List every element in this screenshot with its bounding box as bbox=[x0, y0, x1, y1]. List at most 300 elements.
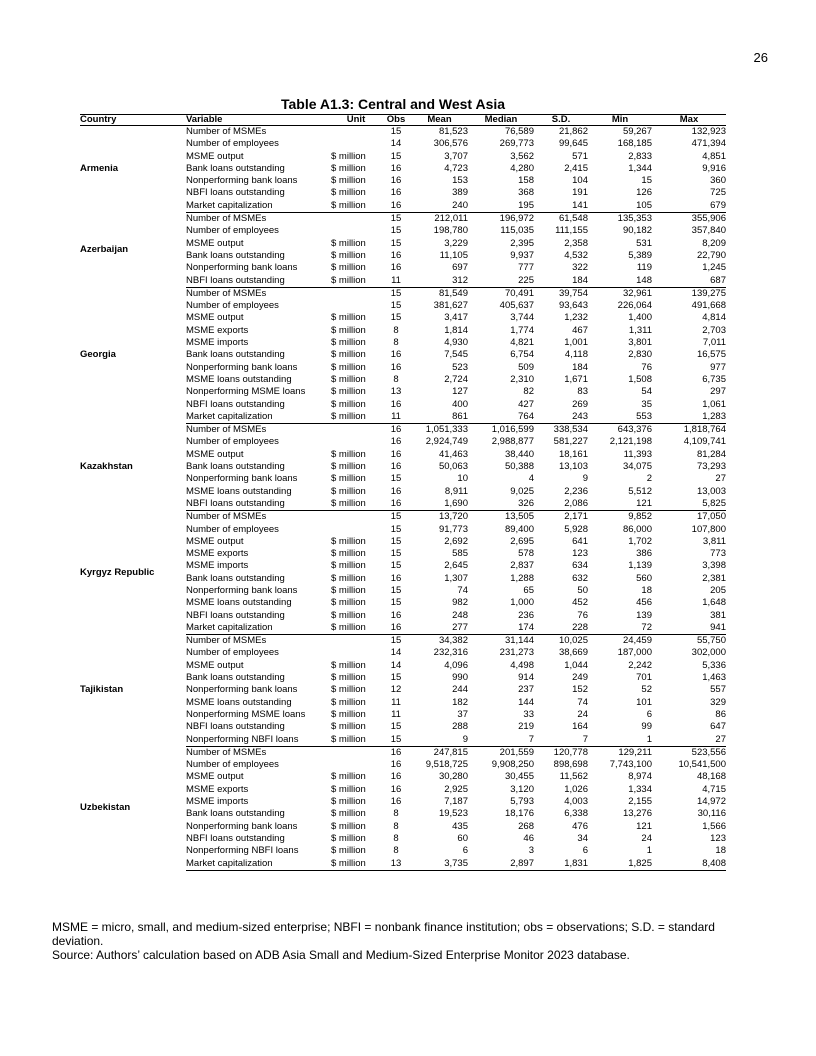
min-cell: 32,961 bbox=[622, 287, 652, 299]
sd-cell: 9 bbox=[582, 473, 588, 485]
min-cell: 86,000 bbox=[622, 523, 652, 535]
median-cell: 231,273 bbox=[499, 647, 534, 659]
min-cell: 1 bbox=[646, 845, 652, 857]
country-cell: Kazakhstan bbox=[80, 461, 133, 473]
max-cell: 9,916 bbox=[702, 162, 726, 174]
max-cell: 2,381 bbox=[702, 572, 726, 584]
mean-cell: 74 bbox=[457, 584, 468, 596]
mean-cell: 81,523 bbox=[438, 126, 468, 137]
max-cell: 8,209 bbox=[702, 237, 726, 249]
mean-cell: 1,690 bbox=[411, 498, 468, 511]
obs-cell: 8 bbox=[393, 324, 399, 336]
sd-cell: 123 bbox=[572, 548, 588, 560]
column-header-unit: Unit bbox=[331, 115, 381, 126]
sd-cell: 164 bbox=[572, 721, 588, 733]
mean-cell: 2,724 bbox=[444, 373, 468, 385]
median-cell: 18,176 bbox=[504, 808, 534, 820]
unit-cell: $ million bbox=[331, 175, 366, 187]
sd-cell: 269 bbox=[572, 398, 588, 410]
sd-cell: 476 bbox=[572, 820, 588, 832]
country-group-kyrgyz-republic bbox=[80, 511, 726, 635]
max-cell: 679 bbox=[652, 200, 726, 213]
mean-cell: 2,924,749 bbox=[425, 436, 468, 448]
min-cell: 90,182 bbox=[622, 225, 652, 237]
median-cell: 1,288 bbox=[510, 572, 534, 584]
obs-cell: 16 bbox=[390, 448, 402, 460]
obs-cell: 15 bbox=[390, 721, 402, 733]
obs-cell: 15 bbox=[390, 548, 402, 560]
sd-cell: 10,025 bbox=[558, 635, 588, 647]
mean-cell: 1,307 bbox=[444, 572, 468, 584]
mean-cell: 3,707 bbox=[444, 150, 468, 162]
mean-cell: 3,735 bbox=[411, 858, 468, 871]
max-cell: 381 bbox=[710, 609, 726, 621]
obs-cell: 16 bbox=[381, 498, 411, 511]
min-cell: 1,344 bbox=[628, 162, 652, 174]
unit-cell: $ million bbox=[331, 150, 366, 162]
max-cell: 329 bbox=[710, 696, 726, 708]
min-cell: 168,185 bbox=[617, 138, 652, 150]
median-cell: 225 bbox=[468, 275, 534, 288]
mean-cell: 697 bbox=[452, 262, 468, 274]
median-cell: 3 bbox=[528, 845, 534, 857]
mean-cell: 34,382 bbox=[438, 635, 468, 647]
unit-cell: $ million bbox=[331, 832, 366, 844]
sd-cell: 39,754 bbox=[558, 287, 588, 299]
median-cell: 237 bbox=[518, 684, 534, 696]
obs-cell: 16 bbox=[390, 572, 402, 584]
mean-cell: 37 bbox=[457, 708, 468, 720]
max-cell: 132,923 bbox=[691, 126, 726, 137]
median-cell: 9,937 bbox=[510, 249, 534, 261]
min-cell: 560 bbox=[636, 572, 652, 584]
sd-cell: 4,118 bbox=[564, 349, 588, 361]
variable-cell: Number of MSMEs bbox=[186, 287, 267, 299]
mean-cell: 8,911 bbox=[444, 485, 468, 497]
variable-cell: Bank loans outstanding bbox=[186, 808, 285, 820]
min-cell: 226,064 bbox=[617, 300, 652, 312]
min-cell: 72 bbox=[588, 622, 652, 635]
variable-cell: Nonperforming bank loans bbox=[186, 361, 298, 373]
sd-cell: 338,534 bbox=[553, 424, 588, 436]
mean-cell: 198,780 bbox=[433, 225, 468, 237]
min-cell: 1,825 bbox=[588, 858, 652, 871]
median-cell: 3,562 bbox=[510, 150, 534, 162]
min-cell: 3,801 bbox=[628, 337, 652, 349]
obs-cell: 15 bbox=[390, 225, 402, 237]
variable-cell: Nonperforming bank loans bbox=[186, 473, 298, 485]
median-cell: 2,897 bbox=[468, 858, 534, 871]
unit-cell: $ million bbox=[331, 200, 381, 213]
country-group-uzbekistan bbox=[80, 746, 726, 870]
min-cell: 129,211 bbox=[618, 746, 652, 758]
max-cell: 523,556 bbox=[691, 746, 726, 758]
median-cell: 70,491 bbox=[504, 287, 534, 299]
median-cell: 578 bbox=[518, 548, 534, 560]
obs-cell: 15 bbox=[390, 523, 402, 535]
unit-cell: $ million bbox=[331, 249, 366, 261]
obs-cell: 15 bbox=[390, 126, 402, 137]
variable-cell: Bank loans outstanding bbox=[186, 162, 285, 174]
median-cell: 38,440 bbox=[504, 448, 534, 460]
min-cell: 2,155 bbox=[628, 796, 652, 808]
median-cell: 405,637 bbox=[499, 300, 534, 312]
obs-cell: 15 bbox=[390, 560, 402, 572]
min-cell: 187,000 bbox=[617, 647, 652, 659]
variable-cell: Bank loans outstanding bbox=[186, 461, 285, 473]
sd-cell: 2,415 bbox=[564, 162, 588, 174]
unit-cell: $ million bbox=[331, 684, 366, 696]
obs-cell: 15 bbox=[390, 150, 402, 162]
min-cell: 8,974 bbox=[628, 771, 652, 783]
variable-cell: Number of employees bbox=[186, 759, 279, 771]
max-cell: 10,541,500 bbox=[678, 759, 726, 771]
median-cell: 9,025 bbox=[510, 485, 534, 497]
min-cell: 701 bbox=[636, 672, 652, 684]
sd-cell: 61,548 bbox=[558, 213, 588, 225]
obs-cell: 16 bbox=[390, 187, 402, 199]
max-cell: 73,293 bbox=[696, 461, 726, 473]
variable-cell: MSME output bbox=[186, 150, 244, 162]
column-header-min: Min bbox=[588, 115, 652, 126]
sd-cell: 641 bbox=[572, 535, 588, 547]
sd-cell: 7 bbox=[534, 734, 588, 747]
obs-cell: 8 bbox=[393, 845, 399, 857]
mean-cell: 4,096 bbox=[444, 659, 468, 671]
obs-cell: 16 bbox=[390, 746, 402, 758]
median-cell: 764 bbox=[468, 411, 534, 424]
table-row bbox=[80, 424, 726, 437]
median-cell: 326 bbox=[468, 498, 534, 511]
min-cell: 1 bbox=[588, 734, 652, 747]
country-cell: Kyrgyz Republic bbox=[80, 566, 155, 578]
unit-cell: $ million bbox=[331, 461, 366, 473]
variable-cell: Number of employees bbox=[186, 647, 279, 659]
sd-cell: 13,103 bbox=[558, 461, 588, 473]
obs-cell: 16 bbox=[390, 262, 402, 274]
max-cell: 297 bbox=[710, 386, 726, 398]
median-cell: 31,144 bbox=[504, 635, 534, 647]
mean-cell: 10 bbox=[457, 473, 468, 485]
max-cell: 3,811 bbox=[702, 535, 726, 547]
unit-cell: $ million bbox=[331, 275, 381, 288]
obs-cell: 15 bbox=[390, 635, 402, 647]
country-cell: Armenia bbox=[80, 163, 119, 175]
sd-cell: 581,227 bbox=[553, 436, 588, 448]
unit-cell: $ million bbox=[331, 473, 366, 485]
median-cell: 65 bbox=[523, 584, 534, 596]
sd-cell: 74 bbox=[577, 696, 588, 708]
max-cell: 107,800 bbox=[691, 523, 726, 535]
median-cell: 777 bbox=[518, 262, 534, 274]
min-cell: 2,242 bbox=[628, 659, 652, 671]
sd-cell: 6 bbox=[582, 845, 588, 857]
max-cell: 5,336 bbox=[702, 659, 726, 671]
max-cell: 355,906 bbox=[691, 213, 726, 225]
obs-cell: 16 bbox=[390, 162, 402, 174]
min-cell: 54 bbox=[641, 386, 652, 398]
median-cell: 30,455 bbox=[504, 771, 534, 783]
unit-cell: $ million bbox=[331, 398, 366, 410]
mean-cell: 232,316 bbox=[433, 647, 468, 659]
obs-cell: 13 bbox=[390, 386, 402, 398]
variable-cell: MSME imports bbox=[186, 337, 249, 349]
median-cell: 219 bbox=[518, 721, 534, 733]
max-cell: 2,703 bbox=[702, 324, 726, 336]
mean-cell: 523 bbox=[452, 361, 468, 373]
variable-cell: Bank loans outstanding bbox=[186, 249, 285, 261]
max-cell: 13,003 bbox=[696, 485, 726, 497]
column-header-obs: Obs bbox=[381, 115, 411, 126]
unit-cell bbox=[331, 746, 381, 759]
median-cell: 174 bbox=[468, 622, 534, 635]
max-cell: 1,566 bbox=[702, 820, 726, 832]
median-cell: 2,837 bbox=[510, 560, 534, 572]
median-cell: 5,793 bbox=[510, 796, 534, 808]
variable-cell: Bank loans outstanding bbox=[186, 672, 285, 684]
obs-cell: 16 bbox=[390, 249, 402, 261]
variable-cell: Nonperforming bank loans bbox=[186, 584, 298, 596]
mean-cell: 3,229 bbox=[444, 237, 468, 249]
obs-cell: 16 bbox=[390, 398, 402, 410]
variable-cell: NBFI loans outstanding bbox=[186, 609, 285, 621]
sd-cell: 1,044 bbox=[564, 659, 588, 671]
variable-cell: MSME output bbox=[186, 448, 244, 460]
mean-cell: 306,576 bbox=[433, 138, 468, 150]
unit-cell bbox=[331, 126, 381, 139]
country-cell: Azerbaijan bbox=[80, 243, 129, 255]
obs-cell: 8 bbox=[393, 832, 399, 844]
unit-cell bbox=[331, 436, 381, 448]
median-cell: 1,774 bbox=[510, 324, 534, 336]
obs-cell: 8 bbox=[393, 820, 399, 832]
min-cell: 121 bbox=[636, 820, 652, 832]
sd-cell: 1,026 bbox=[564, 783, 588, 795]
unit-cell: $ million bbox=[331, 386, 366, 398]
unit-cell: $ million bbox=[331, 622, 381, 635]
unit-cell: $ million bbox=[331, 349, 366, 361]
unit-cell bbox=[331, 759, 381, 771]
obs-cell: 11 bbox=[381, 275, 411, 288]
variable-cell: Nonperforming bank loans bbox=[186, 262, 298, 274]
unit-cell: $ million bbox=[331, 485, 366, 497]
variable-cell: NBFI loans outstanding bbox=[186, 498, 331, 511]
unit-cell: $ million bbox=[331, 448, 366, 460]
mean-cell: 7,545 bbox=[444, 349, 468, 361]
max-cell: 557 bbox=[710, 684, 726, 696]
obs-cell: 15 bbox=[381, 734, 411, 747]
min-cell: 148 bbox=[588, 275, 652, 288]
mean-cell: 1,814 bbox=[444, 324, 468, 336]
column-header-sd: S.D. bbox=[534, 115, 588, 126]
max-cell: 360 bbox=[710, 175, 726, 187]
sd-cell: 1,232 bbox=[564, 312, 588, 324]
variable-cell: Bank loans outstanding bbox=[186, 572, 285, 584]
variable-cell: MSME loans outstanding bbox=[186, 597, 292, 609]
min-cell: 18 bbox=[641, 584, 652, 596]
sd-cell: 467 bbox=[572, 324, 588, 336]
median-cell: 368 bbox=[518, 187, 534, 199]
unit-cell: $ million bbox=[331, 535, 366, 547]
mean-cell: 60 bbox=[457, 832, 468, 844]
sd-cell: 104 bbox=[572, 175, 588, 187]
max-cell: 123 bbox=[710, 832, 726, 844]
min-cell: 553 bbox=[588, 411, 652, 424]
min-cell: 386 bbox=[636, 548, 652, 560]
obs-cell: 16 bbox=[390, 424, 402, 436]
variable-cell: MSME exports bbox=[186, 783, 249, 795]
sd-cell: 21,862 bbox=[558, 126, 588, 137]
unit-cell bbox=[331, 635, 381, 648]
unit-cell: $ million bbox=[331, 187, 366, 199]
obs-cell: 15 bbox=[390, 287, 402, 299]
max-cell: 1,245 bbox=[702, 262, 726, 274]
variable-cell: NBFI loans outstanding bbox=[186, 721, 285, 733]
variable-cell: NBFI loans outstanding bbox=[186, 275, 331, 288]
min-cell: 5,512 bbox=[628, 485, 652, 497]
column-header-median: Median bbox=[468, 115, 534, 126]
obs-cell: 12 bbox=[390, 684, 402, 696]
variable-cell: MSME output bbox=[186, 535, 244, 547]
max-cell: 205 bbox=[710, 584, 726, 596]
column-header-country: Country bbox=[80, 115, 186, 126]
median-cell: 1,016,599 bbox=[491, 424, 534, 436]
max-cell: 3,398 bbox=[702, 560, 726, 572]
max-cell: 17,050 bbox=[696, 511, 726, 523]
unit-cell bbox=[331, 524, 381, 536]
unit-cell: $ million bbox=[331, 337, 366, 349]
unit-cell: $ million bbox=[331, 411, 381, 424]
unit-cell: $ million bbox=[331, 584, 366, 596]
max-cell: 471,394 bbox=[691, 138, 726, 150]
obs-cell: 8 bbox=[393, 808, 399, 820]
table-notes bbox=[52, 920, 752, 962]
sd-cell: 2,086 bbox=[534, 498, 588, 511]
obs-cell: 16 bbox=[390, 609, 402, 621]
variable-cell: Market capitalization bbox=[186, 411, 331, 424]
obs-cell: 15 bbox=[390, 672, 402, 684]
unit-cell: $ million bbox=[331, 659, 366, 671]
table-row bbox=[80, 287, 726, 300]
unit-cell bbox=[331, 647, 381, 659]
sd-cell: 2,236 bbox=[564, 485, 588, 497]
variable-cell: Nonperforming bank loans bbox=[186, 175, 298, 187]
variable-cell: Number of employees bbox=[186, 523, 279, 535]
mean-cell: 277 bbox=[411, 622, 468, 635]
median-cell: 33 bbox=[523, 708, 534, 720]
sd-cell: 93,643 bbox=[558, 300, 588, 312]
unit-cell bbox=[331, 424, 381, 437]
variable-cell: Number of MSMEs bbox=[186, 746, 267, 758]
table-row bbox=[80, 746, 726, 759]
table-row bbox=[80, 635, 726, 648]
unit-cell: $ million bbox=[331, 324, 366, 336]
mean-cell: 312 bbox=[411, 275, 468, 288]
max-cell: 302,000 bbox=[691, 647, 726, 659]
sd-cell: 322 bbox=[572, 262, 588, 274]
variable-cell: Number of employees bbox=[186, 225, 279, 237]
unit-cell bbox=[331, 138, 381, 150]
mean-cell: 585 bbox=[452, 548, 468, 560]
median-cell: 4,821 bbox=[510, 337, 534, 349]
mean-cell: 435 bbox=[452, 820, 468, 832]
median-cell: 76,589 bbox=[504, 126, 534, 137]
median-cell: 2,310 bbox=[510, 373, 534, 385]
max-cell: 357,840 bbox=[691, 225, 726, 237]
mean-cell: 19,523 bbox=[438, 808, 468, 820]
header-row bbox=[80, 115, 726, 126]
mean-cell: 4,723 bbox=[444, 162, 468, 174]
min-cell: 34,075 bbox=[622, 461, 652, 473]
variable-cell: MSME imports bbox=[186, 796, 249, 808]
unit-cell bbox=[331, 213, 381, 226]
obs-cell: 16 bbox=[390, 436, 402, 448]
max-cell: 5,825 bbox=[652, 498, 726, 511]
mean-cell: 2,645 bbox=[444, 560, 468, 572]
max-cell: 4,109,741 bbox=[683, 436, 726, 448]
column-header-variable: Variable bbox=[186, 115, 331, 126]
sd-cell: 34 bbox=[577, 832, 588, 844]
obs-cell: 8 bbox=[393, 373, 399, 385]
unit-cell: $ million bbox=[331, 162, 366, 174]
sd-cell: 50 bbox=[577, 584, 588, 596]
sd-cell: 1,001 bbox=[564, 337, 588, 349]
mean-cell: 244 bbox=[452, 684, 468, 696]
min-cell: 99 bbox=[641, 721, 652, 733]
unit-cell: $ million bbox=[331, 721, 366, 733]
mean-cell: 153 bbox=[452, 175, 468, 187]
median-cell: 201,559 bbox=[499, 746, 534, 758]
min-cell: 105 bbox=[588, 200, 652, 213]
country-group-kazakhstan bbox=[80, 424, 726, 511]
min-cell: 139 bbox=[636, 609, 652, 621]
unit-cell: $ million bbox=[331, 498, 381, 511]
obs-cell: 16 bbox=[390, 783, 402, 795]
table-row bbox=[80, 511, 726, 524]
unit-cell: $ million bbox=[331, 262, 366, 274]
sd-cell: 152 bbox=[572, 684, 588, 696]
sd-cell: 141 bbox=[534, 200, 588, 213]
variable-cell: NBFI loans outstanding bbox=[186, 398, 285, 410]
sd-cell: 184 bbox=[572, 361, 588, 373]
variable-cell: Bank loans outstanding bbox=[186, 349, 285, 361]
table-title: Table A1.3: Central and West Asia bbox=[280, 96, 506, 112]
unit-cell: $ million bbox=[331, 845, 366, 857]
obs-cell: 16 bbox=[390, 771, 402, 783]
max-cell: 22,790 bbox=[696, 249, 726, 261]
variable-cell: Nonperforming bank loans bbox=[186, 820, 298, 832]
obs-cell: 16 bbox=[390, 175, 402, 187]
variable-cell: MSME exports bbox=[186, 548, 249, 560]
min-cell: 24,459 bbox=[622, 635, 652, 647]
mean-cell: 4,930 bbox=[444, 337, 468, 349]
country-group-tajikistan bbox=[80, 635, 726, 747]
mean-cell: 81,549 bbox=[438, 287, 468, 299]
sd-cell: 571 bbox=[572, 150, 588, 162]
unit-cell: $ million bbox=[331, 373, 366, 385]
median-cell: 268 bbox=[518, 820, 534, 832]
variable-cell: MSME output bbox=[186, 237, 244, 249]
mean-cell: 389 bbox=[452, 187, 468, 199]
variable-cell: Number of MSMEs bbox=[186, 424, 267, 436]
max-cell: 81,284 bbox=[696, 448, 726, 460]
median-cell: 89,400 bbox=[504, 523, 534, 535]
obs-cell: 16 bbox=[381, 200, 411, 213]
min-cell: 24 bbox=[641, 832, 652, 844]
max-cell: 139,275 bbox=[691, 287, 726, 299]
median-cell: 50,388 bbox=[504, 461, 534, 473]
variable-cell: MSME loans outstanding bbox=[186, 485, 292, 497]
